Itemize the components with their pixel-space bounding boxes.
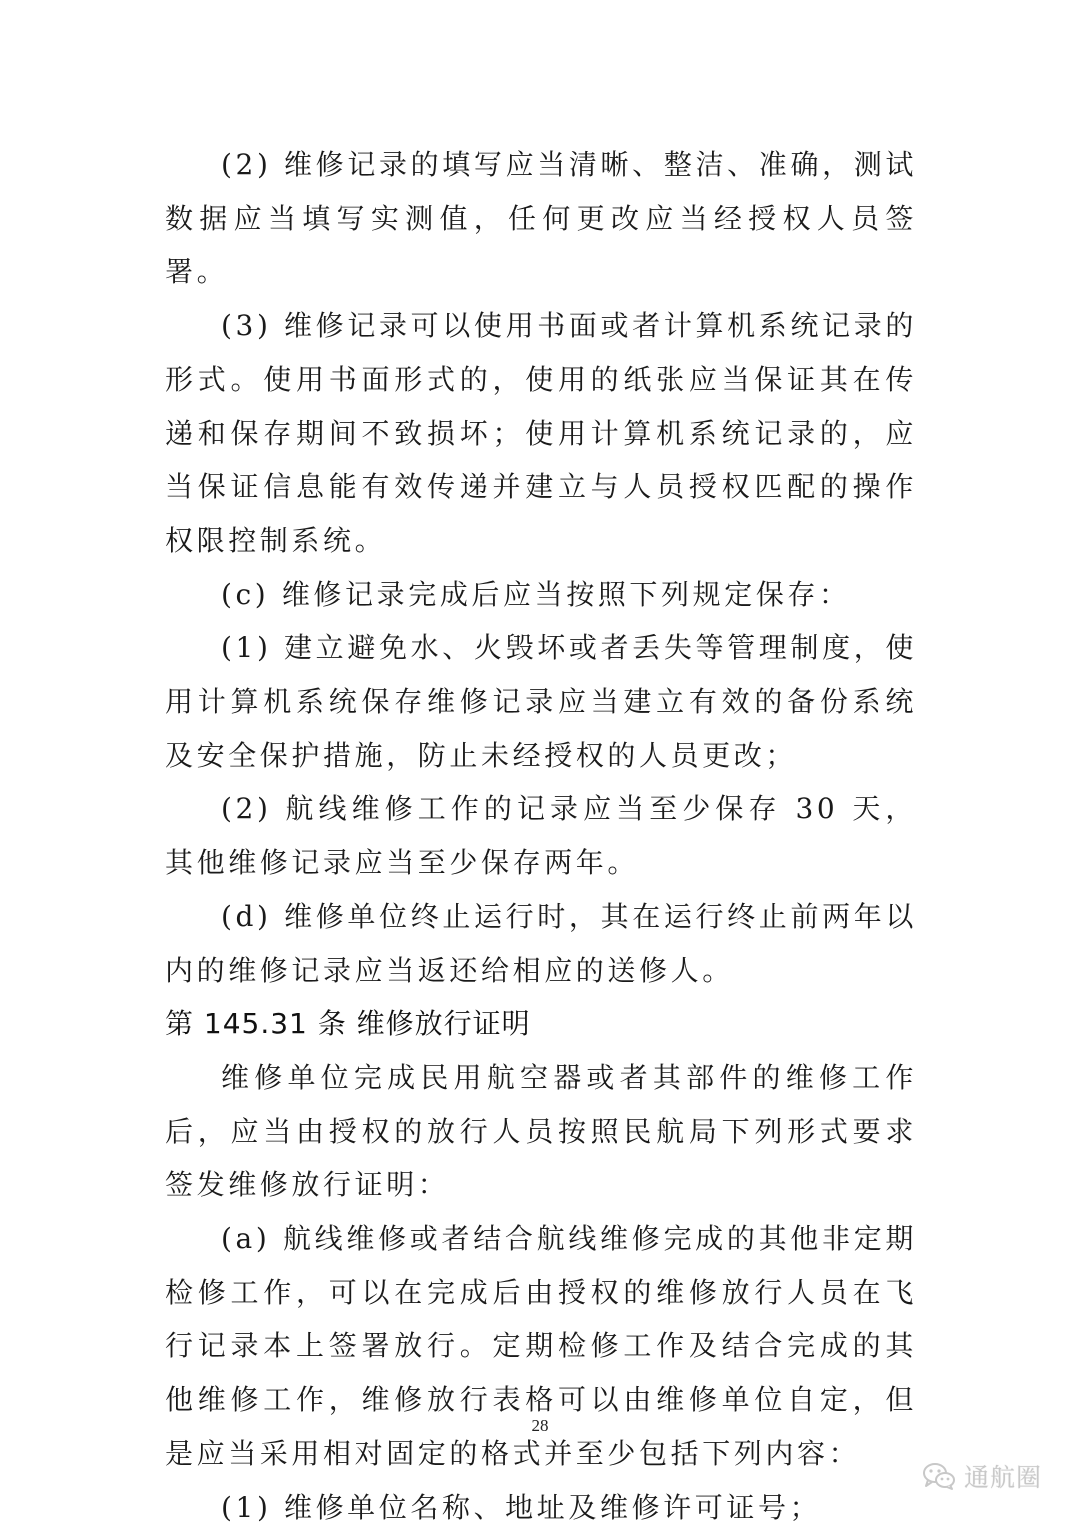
paragraph-list-item-1: (1) 维修单位名称、地址及维修许可证号； bbox=[221, 1490, 822, 1524]
paragraph-line-maintenance: (a) 航线维修或者结合航线维修完成的其他非定期检修工作，可以在完成后由授权的维修放行人员在飞行记录本上签署放行。定期检修工作及结合完成的其他维修工作，维修放行表格可以由维修单位自定，但是应当采用相对固定的格式并至少包括下列内容： bbox=[165, 1222, 917, 1470]
paragraph-termination: (d) 维修单位终止运行时，其在运行终止前两年以内的维修记录应当返还给相应的送修人。 bbox=[165, 899, 917, 987]
watermark-text: 通航圈 bbox=[963, 1463, 1042, 1492]
paragraph-record-filling: (2) 维修记录的填写应当清晰、整洁、准确，测试数据应当填写实测值，任何更改应当经授权人员签署。 bbox=[165, 148, 917, 289]
paragraph-record-format: (3) 维修记录可以使用书面或者计算机系统记录的形式。使用书面形式的，使用的纸张应当保证其在传递和保存期间不致损坏；使用计算机系统记录的，应当保证信息能有效传递并建立与人员授权匹配的操作权限控制系统。 bbox=[165, 309, 917, 557]
document-body bbox=[165, 138, 917, 1534]
page-number: 28 bbox=[531, 1416, 549, 1435]
section-heading: 第 145.31 条 维修放行证明 bbox=[165, 1007, 531, 1041]
paragraph-release-intro: 维修单位完成民用航空器或者其部件的维修工作后，应当由授权的放行人员按照民航局下列形式要求签发维修放行证明： bbox=[165, 1060, 917, 1202]
paragraph-retention-management: (1) 建立避免水、火毁坏或者丢失等管理制度，使用计算机系统保存维修记录应当建立有效的备份系统及安全保护措施，防止未经授权的人员更改； bbox=[165, 631, 917, 772]
wechat-icon bbox=[922, 1461, 956, 1491]
paragraph-retention-period: (2) 航线维修工作的记录应当至少保存 30 天，其他维修记录应当至少保存两年。 bbox=[165, 792, 917, 880]
paragraph-retention-rules: (c) 维修记录完成后应当按照下列规定保存： bbox=[221, 577, 851, 611]
watermark bbox=[922, 1458, 1042, 1494]
